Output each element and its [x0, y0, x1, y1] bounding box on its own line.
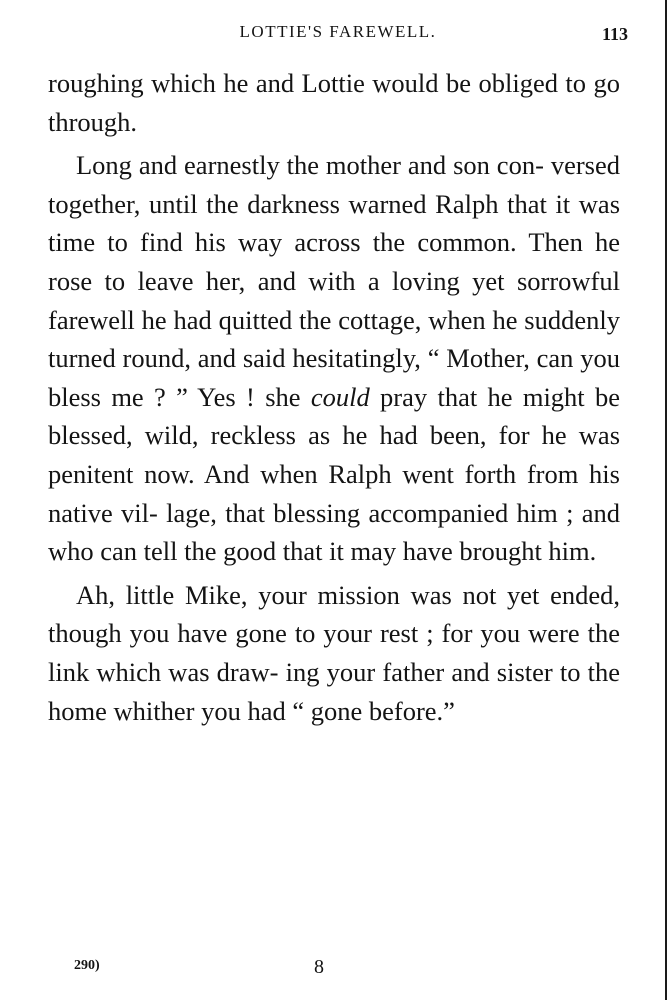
page-header: [48, 22, 628, 52]
text-line: whither you had “ gone before.”: [113, 695, 455, 726]
text-line: he had been, for he was penitent now. And: [48, 420, 621, 489]
text-line: rest ; for you were the link which was draw-: [48, 618, 620, 687]
text-line: ing your father and sister to the home: [48, 656, 621, 726]
text-line: and with a loving yet sorrowful farewell he: [48, 265, 620, 335]
running-title: LOTTIE'S FAREWELL.: [239, 22, 437, 41]
text-line: Long and earnestly the mother and son con-: [76, 150, 544, 181]
text-line: brought him.: [459, 536, 597, 567]
text-line: lage, that blessing accompanied him ; and: [166, 497, 620, 528]
text-line: versed together, until the darkness warned: [48, 150, 620, 219]
text-line: roughing which he and Lottie would be: [48, 68, 472, 98]
page-footer: [48, 958, 628, 988]
text-line: obliged to go through.: [48, 68, 620, 137]
text-line: Ah, little Mike, your mission was not: [76, 579, 497, 610]
printer-mark: 290): [74, 958, 100, 973]
text-line: turned round, and said hesitatingly, “ Mother,: [48, 343, 530, 374]
text-line: that he might be blessed, wild, reckless as: [48, 381, 621, 451]
paragraph-little-mike: [48, 576, 620, 730]
paragraph-continuation: [48, 64, 620, 141]
paragraph-farewell: [48, 146, 620, 571]
text-line: when Ralph went forth from his native vil-: [48, 458, 620, 528]
text-line: Ralph that it was time to find his way across: [48, 188, 621, 258]
page-number: 113: [601, 24, 628, 44]
text-line: had quitted the cottage, when he suddenly: [173, 304, 620, 335]
text-line-with-emphasis: can you bless me ? ” Yes ! she could pray: [48, 343, 620, 412]
text-line: yet ended, though you have gone to your: [48, 579, 621, 649]
emphasis-word: could: [310, 381, 370, 412]
sheet-signature: 8: [314, 956, 324, 978]
text-line: the common. Then he rose to leave her,: [48, 227, 621, 296]
body-text: [48, 64, 620, 730]
text-line: who can tell the good that it may have: [48, 536, 453, 567]
